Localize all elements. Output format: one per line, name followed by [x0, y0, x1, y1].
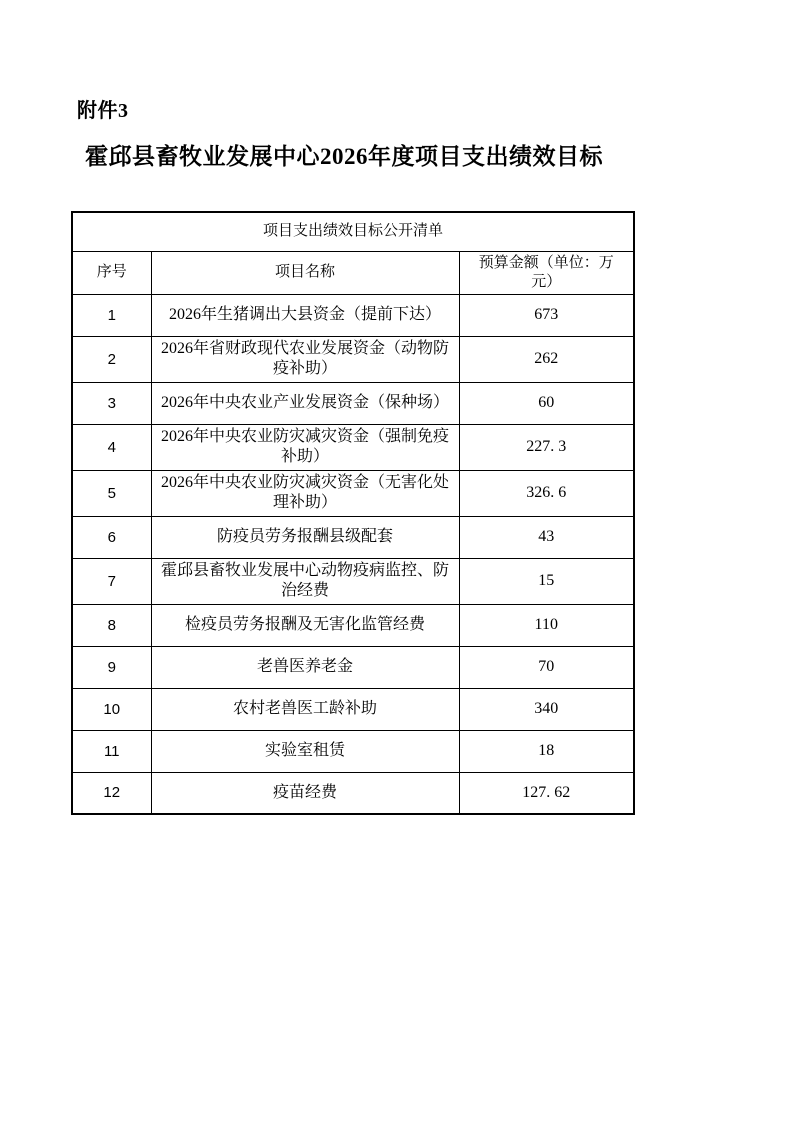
- row-budget-amount: 60: [459, 382, 634, 424]
- row-project-name: 实验室租赁: [151, 730, 459, 772]
- table-row: [72, 336, 634, 382]
- row-budget-amount: 127. 62: [459, 772, 634, 814]
- row-project-name: 霍邱县畜牧业发展中心动物疫病监控、防治经费: [151, 558, 459, 604]
- attachment-label: 附件3: [77, 100, 129, 122]
- row-budget-amount: 227. 3: [459, 424, 634, 470]
- row-project-name: 防疫员劳务报酬县级配套: [151, 516, 459, 558]
- table-header-row: [72, 251, 634, 294]
- table-caption-row: [72, 212, 634, 251]
- row-project-name: 2026年省财政现代农业发展资金（动物防疫补助）: [151, 336, 459, 382]
- row-budget-amount: 43: [459, 516, 634, 558]
- row-serial-number: 6: [72, 516, 151, 558]
- row-serial-number: 3: [72, 382, 151, 424]
- table-row: [72, 646, 634, 688]
- row-serial-number: 5: [72, 470, 151, 516]
- row-project-name: 2026年生猪调出大县资金（提前下达）: [151, 294, 459, 336]
- row-budget-amount: 15: [459, 558, 634, 604]
- column-header-serial-number: 序号: [72, 251, 151, 294]
- row-budget-amount: 110: [459, 604, 634, 646]
- table-row: [72, 730, 634, 772]
- row-budget-amount: 673: [459, 294, 634, 336]
- row-project-name: 2026年中央农业防灾减灾资金（强制免疫补助）: [151, 424, 459, 470]
- row-project-name: 检疫员劳务报酬及无害化监管经费: [151, 604, 459, 646]
- row-budget-amount: 326. 6: [459, 470, 634, 516]
- row-budget-amount: 18: [459, 730, 634, 772]
- document-title: 霍邱县畜牧业发展中心2026年度项目支出绩效目标: [85, 144, 603, 169]
- table-row: [72, 516, 634, 558]
- table-row: [72, 558, 634, 604]
- row-project-name: 2026年中央农业防灾减灾资金（无害化处理补助）: [151, 470, 459, 516]
- row-serial-number: 12: [72, 772, 151, 814]
- performance-target-table: [71, 211, 635, 815]
- row-budget-amount: 70: [459, 646, 634, 688]
- row-project-name: 疫苗经费: [151, 772, 459, 814]
- row-serial-number: 8: [72, 604, 151, 646]
- row-project-name: 2026年中央农业产业发展资金（保种场）: [151, 382, 459, 424]
- row-serial-number: 4: [72, 424, 151, 470]
- table-row: [72, 294, 634, 336]
- row-serial-number: 2: [72, 336, 151, 382]
- table-row: [72, 424, 634, 470]
- row-project-name: 老兽医养老金: [151, 646, 459, 688]
- row-project-name: 农村老兽医工龄补助: [151, 688, 459, 730]
- row-budget-amount: 262: [459, 336, 634, 382]
- column-header-project-name: 项目名称: [151, 251, 459, 294]
- row-serial-number: 9: [72, 646, 151, 688]
- table-row: [72, 772, 634, 814]
- table-row: [72, 382, 634, 424]
- table-body: [72, 294, 634, 814]
- row-serial-number: 1: [72, 294, 151, 336]
- table-row: [72, 688, 634, 730]
- column-header-budget-amount: 预算金额（单位：万元）: [459, 251, 634, 294]
- table-row: [72, 604, 634, 646]
- table-row: [72, 470, 634, 516]
- row-serial-number: 7: [72, 558, 151, 604]
- table-caption: 项目支出绩效目标公开清单: [72, 212, 634, 251]
- row-serial-number: 11: [72, 730, 151, 772]
- row-budget-amount: 340: [459, 688, 634, 730]
- row-serial-number: 10: [72, 688, 151, 730]
